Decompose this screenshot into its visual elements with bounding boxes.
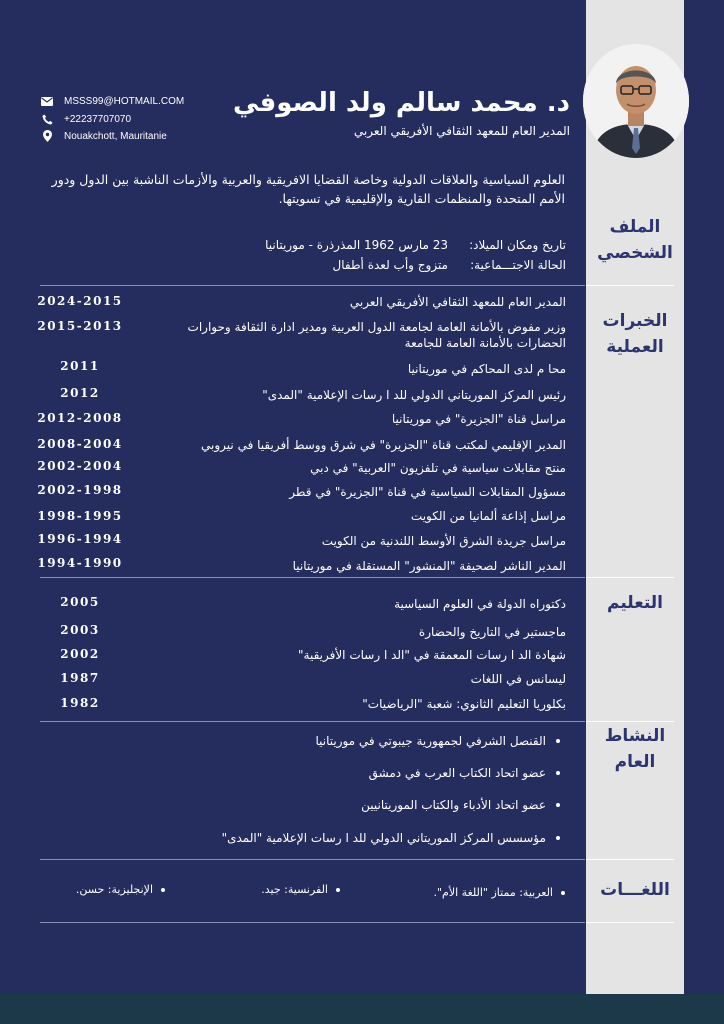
language-item: [60, 883, 165, 896]
section-title-education: التعليم: [607, 593, 663, 613]
language-text: الفرنسية: جيد.: [261, 883, 328, 896]
bullet-dot: [556, 771, 560, 775]
section-divider: [40, 859, 585, 860]
education-item: بكلوريا التعليم الثانوي: شعبة "الرياضيات": [362, 697, 566, 711]
section-title-line: النشاط: [604, 726, 666, 746]
experience-year: 2015-2013: [37, 319, 123, 333]
experience-year: 2011: [60, 359, 100, 373]
experience-item: المدير الناشر لصحيفة "المنشور" المستقلة في موريتانيا: [292, 559, 566, 573]
section-divider: [40, 285, 585, 286]
section-title-line: الخبرات: [602, 311, 668, 331]
experience-year: 2008-2004: [37, 437, 123, 451]
education-item: ليسانس في اللغات: [470, 672, 566, 686]
section-divider: [40, 721, 585, 722]
education-item: ماجستير في التاريخ والحضارة: [418, 625, 566, 639]
experience-item: مراسل جريدة الشرق الأوسط اللندنية من الكويت: [321, 534, 566, 548]
envelope-icon: [40, 94, 54, 108]
experience-item: مراسل إذاعة ألمانيا من الكويت: [410, 509, 566, 523]
activity-item: [150, 734, 560, 748]
location-pin-icon: [40, 129, 54, 143]
activity-text: عضو اتحاد الأدباء والكتاب الموريتانيين: [361, 798, 546, 812]
experience-year: 2012-2008: [37, 411, 123, 425]
experience-year: 2012: [60, 386, 100, 400]
language-item: [245, 883, 340, 896]
education-year: 2003: [60, 623, 100, 637]
language-item: [420, 886, 565, 899]
bullet-dot: [556, 739, 560, 743]
education-year: 1982: [60, 696, 100, 710]
section-title-experience: [590, 308, 680, 360]
phone-icon: [40, 112, 54, 126]
job-title: المدير العام للمعهد الثقافي الأفريقي العربي: [353, 124, 570, 138]
sidebar-divider: [586, 922, 674, 923]
activity-text: القنصل الشرفي لجمهورية جيبوتي في موريتانيا: [315, 734, 546, 748]
experience-year: 2002-1998: [37, 483, 123, 497]
sidebar-divider: [586, 721, 674, 722]
footer-bar: [0, 994, 724, 1024]
activity-item: [150, 798, 560, 812]
section-title-line: العملية: [606, 337, 664, 357]
experience-year: 1994-1990: [37, 556, 123, 570]
profile-photo: [583, 44, 689, 158]
contact-phone: [40, 111, 230, 127]
contact-email: [40, 93, 230, 109]
language-text: العربية: ممتاز "اللغة الأم".: [433, 886, 553, 899]
birth-label: تاريخ ومكان الميلاد:: [469, 238, 566, 252]
activity-text: عضو اتحاد الكتاب العرب في دمشق: [368, 766, 546, 780]
status-value: متزوج وأب لعدة أطفال: [332, 258, 448, 272]
sidebar-divider: [586, 285, 674, 286]
section-divider: [40, 577, 585, 578]
experience-year: 2002-2004: [37, 459, 123, 473]
experience-year: 1996-1994: [37, 532, 123, 546]
bullet-dot: [561, 891, 565, 895]
education-year: 2002: [60, 647, 100, 661]
contact-location: [40, 128, 230, 144]
experience-item: المدير العام للمعهد الثقافي الأفريقي العربي: [349, 295, 566, 309]
activity-item: [150, 766, 560, 780]
bullet-dot: [556, 803, 560, 807]
section-title-activity: [590, 723, 680, 775]
status-info: [250, 258, 566, 272]
status-label: الحالة الاجتـــماعية:: [470, 258, 566, 272]
birth-info: [250, 238, 566, 252]
section-divider: [40, 922, 585, 923]
education-year: 2005: [60, 595, 100, 609]
education-year: 1987: [60, 671, 100, 685]
activity-text: مؤسسس المركز الموريتاني الدولي للد ا رسات الإعلامية "المدى": [221, 831, 546, 845]
sidebar-divider: [586, 577, 674, 578]
section-title-line: العام: [614, 752, 656, 772]
sidebar-divider: [586, 859, 674, 860]
experience-year: 1998-1995: [37, 509, 123, 523]
education-item: شهادة الد ا رسات المعمقة في "الد ا رسات الأفريقية": [298, 648, 566, 662]
experience-item: وزير مفوض بالأمانة العامة لجامعة الدول العربية ومدير ادارة الثقافة وحوارات الحضارات بالأمانة العامة للجامعة: [187, 320, 566, 350]
experience-item: محا م لدى المحاكم في موريتانيا: [407, 362, 566, 376]
email-text: MSSS99@HOTMAIL.COM: [64, 95, 185, 107]
experience-item: منتج مقابلات سياسية في تلفزيون "العربية" في دبي: [310, 461, 566, 475]
bullet-dot: [556, 836, 560, 840]
bullet-dot: [161, 888, 165, 892]
birth-value: 23 مارس 1962 المذرذرة - موريتانيا: [265, 238, 448, 252]
person-name: د. محمد سالم ولد الصوفي: [232, 88, 570, 118]
phone-text: +22237707070: [64, 113, 132, 125]
location-text: Nouakchott, Mauritanie: [64, 130, 167, 142]
activity-item: [150, 831, 560, 845]
section-title-languages: اللغـــات: [600, 880, 670, 900]
section-title-line: الملف: [609, 217, 661, 237]
education-item: دكتوراه الدولة في العلوم السياسية: [394, 597, 566, 611]
experience-item: المدير الإقليمي لمكتب قناة "الجزيرة" في شرق ووسط أفريقيا في نيروبي: [201, 438, 566, 452]
section-title-line: الشخصي: [597, 243, 673, 263]
language-text: الإنجليزية: حسن.: [75, 883, 153, 896]
section-title-profile: [590, 214, 680, 266]
experience-year: 2024-2015: [37, 294, 123, 308]
profile-summary: العلوم السياسية والعلاقات الدولية وخاصة القضايا الافريقية والعربية والأزمات الناشبة بين الدول ودور الأمم المتحدة والمنظمات القارية والإقليمية في تسويتها.: [51, 172, 565, 206]
experience-item: مراسل قناة "الجزيرة" في موريتانيا: [391, 412, 566, 426]
bullet-dot: [336, 888, 340, 892]
experience-item: مسؤول المقابلات السياسية في قناة "الجزيرة" في قطر: [289, 485, 566, 499]
experience-item: رئيس المركز الموريتاني الدولي للد ا رسات الإعلامية "المدى": [262, 388, 566, 402]
